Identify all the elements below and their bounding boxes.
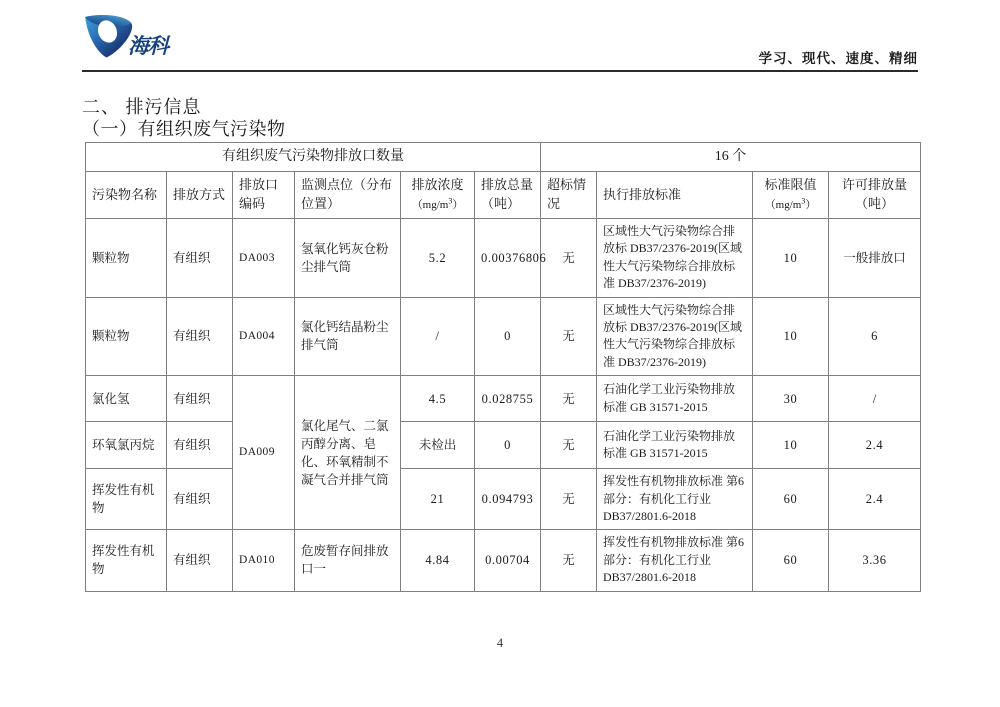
col-header-outlet-code: 排放口编码	[233, 172, 295, 219]
cell-concentration: 5.2	[401, 219, 475, 298]
cell-exceedance: 无	[541, 376, 597, 422]
cell-standard: 挥发性有机物排放标准 第6 部分：有机化工行业 DB37/2801.6-2018	[597, 530, 753, 591]
cell-standard: 挥发性有机物排放标准 第6 部分：有机化工行业 DB37/2801.6-2018	[597, 469, 753, 530]
cell-pollutant-name: 环氧氯丙烷	[86, 422, 167, 469]
page-header	[0, 0, 1000, 82]
col-header-permitted-amount: 许可排放量（吨）	[829, 172, 921, 219]
cell-monitor-location: 氢氧化钙灰仓粉尘排气筒	[295, 219, 401, 298]
cell-concentration: /	[401, 297, 475, 376]
cell-standard-limit: 60	[753, 469, 829, 530]
header-divider	[82, 70, 918, 72]
outlet-count-value: 16 个	[541, 143, 921, 172]
col-header-emission-method: 排放方式	[167, 172, 233, 219]
table-row	[86, 530, 921, 591]
col-header-concentration-label: 排放浓度	[411, 177, 464, 193]
cell-monitor-location: 氯化钙结晶粉尘排气筒	[295, 297, 401, 376]
cell-permitted-amount: 一般排放口	[829, 219, 921, 298]
col-header-pollutant-name: 污染物名称	[86, 172, 167, 219]
cell-concentration: 21	[401, 469, 475, 530]
col-header-concentration-unit: $(mg/m^3)$	[411, 196, 464, 212]
section-heading: 二、 排污信息	[82, 97, 202, 117]
cell-standard: 石油化学工业污染物排放标准 GB 31571-2015	[597, 376, 753, 422]
cell-total-emission: 0	[475, 297, 541, 376]
haike-swoosh-logo-icon	[82, 14, 134, 60]
company-logo	[82, 14, 202, 66]
col-header-standard-limit-unit: $(mg/m^3)$	[764, 196, 817, 212]
cell-monitor-location: 危废暂存间排放口一	[295, 530, 401, 591]
cell-permitted-amount: 2.4	[829, 422, 921, 469]
cell-outlet-code: DA003	[233, 219, 295, 298]
cell-standard-limit: 10	[753, 297, 829, 376]
cell-standard-limit: 60	[753, 530, 829, 591]
col-header-exceedance: 超标情况	[541, 172, 597, 219]
table-row	[86, 219, 921, 298]
cell-standard: 石油化学工业污染物排放标准 GB 31571-2015	[597, 422, 753, 469]
cell-emission-method: 有组织	[167, 219, 233, 298]
table-header-row	[86, 172, 921, 219]
table-row	[86, 469, 921, 530]
header-slogan: 学习、现代、速度、精细	[758, 51, 918, 66]
cell-total-emission: 0.00704	[475, 530, 541, 591]
cell-emission-method: 有组织	[167, 469, 233, 530]
table-row	[86, 376, 921, 422]
cell-concentration: 4.84	[401, 530, 475, 591]
cell-pollutant-name: 挥发性有机物	[86, 530, 167, 591]
col-header-standard-limit-label: 标准限值	[764, 177, 817, 193]
cell-concentration: 未检出	[401, 422, 475, 469]
cell-total-emission: 0.094793	[475, 469, 541, 530]
company-logo-text: 海科	[128, 34, 168, 58]
cell-standard: 区域性大气污染物综合排放标 DB37/2376-2019(区域性大气污染物综合排放标准 DB37/2376-2019)	[597, 297, 753, 376]
cell-outlet-code: DA009	[233, 376, 295, 530]
col-header-standard-limit	[753, 172, 829, 219]
cell-emission-method: 有组织	[167, 530, 233, 591]
cell-outlet-code: DA010	[233, 530, 295, 591]
col-header-monitor-location: 监测点位（分布位置）	[295, 172, 401, 219]
cell-standard: 区域性大气污染物综合排放标 DB37/2376-2019(区域性大气污染物综合排放标准 DB37/2376-2019)	[597, 219, 753, 298]
page-number: 4	[496, 636, 504, 650]
outlet-count-label: 有组织废气污染物排放口数量	[86, 143, 541, 172]
table-title-row	[86, 143, 921, 172]
cell-standard-limit: 30	[753, 376, 829, 422]
cell-exceedance: 无	[541, 297, 597, 376]
cell-monitor-location: 氯化尾气、二氯丙醇分离、皂化、环氧精制不凝气合并排气筒	[295, 376, 401, 530]
col-header-standard: 执行排放标准	[597, 172, 753, 219]
col-header-concentration	[401, 172, 475, 219]
cell-emission-method: 有组织	[167, 422, 233, 469]
cell-standard-limit: 10	[753, 219, 829, 298]
cell-exceedance: 无	[541, 530, 597, 591]
col-header-total-emission: 排放总量（吨）	[475, 172, 541, 219]
cell-emission-method: 有组织	[167, 376, 233, 422]
cell-exceedance: 无	[541, 219, 597, 298]
cell-total-emission: 0.00376806	[475, 219, 541, 298]
cell-pollutant-name: 氯化氢	[86, 376, 167, 422]
subsection-heading: （一）有组织废气污染物	[82, 119, 286, 139]
cell-permitted-amount: 6	[829, 297, 921, 376]
emissions-table-container	[85, 142, 920, 592]
table-row	[86, 297, 921, 376]
cell-permitted-amount: 3.36	[829, 530, 921, 591]
cell-total-emission: 0.028755	[475, 376, 541, 422]
cell-standard-limit: 10	[753, 422, 829, 469]
cell-exceedance: 无	[541, 469, 597, 530]
cell-emission-method: 有组织	[167, 297, 233, 376]
cell-exceedance: 无	[541, 422, 597, 469]
cell-pollutant-name: 挥发性有机物	[86, 469, 167, 530]
cell-permitted-amount: 2.4	[829, 469, 921, 530]
table-row	[86, 422, 921, 469]
organized-waste-gas-pollutant-table	[85, 142, 921, 592]
cell-outlet-code: DA004	[233, 297, 295, 376]
cell-total-emission: 0	[475, 422, 541, 469]
cell-concentration: 4.5	[401, 376, 475, 422]
cell-pollutant-name: 颗粒物	[86, 297, 167, 376]
cell-permitted-amount: /	[829, 376, 921, 422]
cell-pollutant-name: 颗粒物	[86, 219, 167, 298]
